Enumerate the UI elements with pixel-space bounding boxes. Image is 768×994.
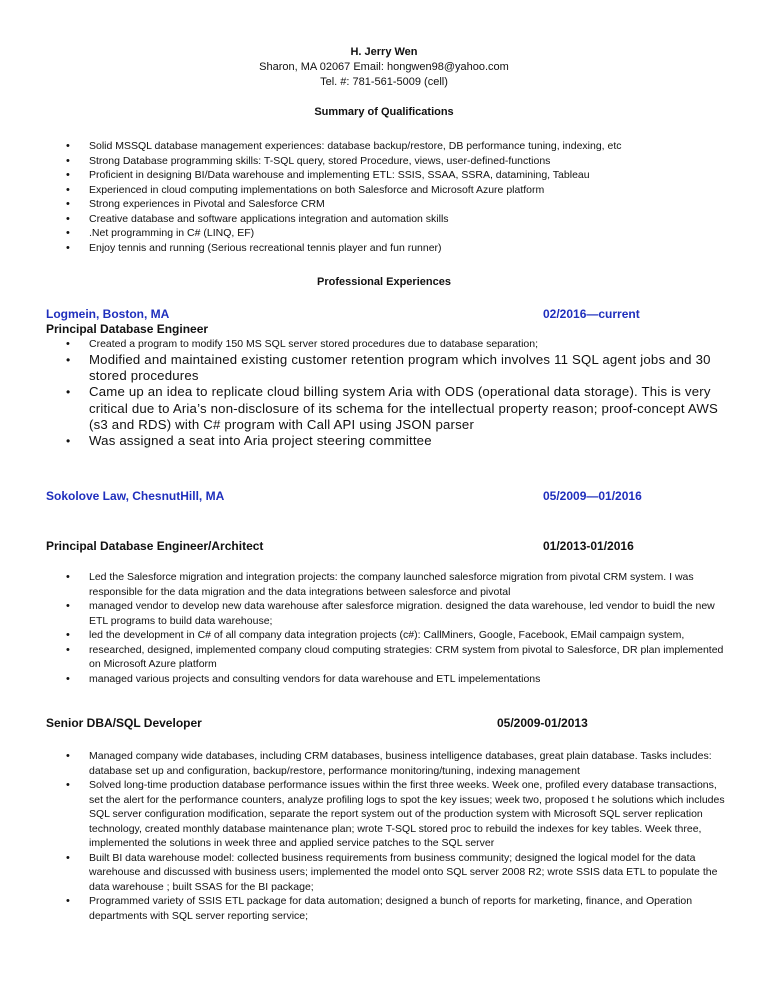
logmein-small-list (0, 337, 768, 352)
list-item: • Strong experiences in Pivotal and Salesforce CRM (0, 197, 768, 212)
list-item: • managed various projects and consulting vendors for data warehouse and ETL impelementations (0, 672, 735, 687)
list-item: • Built BI data warehouse model: collected business requirements from business community; designed the logical model for the data warehouse and discussed with business users; implemented the model onto SQL server 2008 R2; wrote SSIS data ETL to populate the data warehouse ; built SSAS for the BI package; (0, 851, 732, 895)
list-item: • Came up an idea to replicate cloud billing system Aria with ODS (operational data storage). This is very critical due to Aria’s non-disclosure of its schema for the intellectual property reason; proof-concept AWS (s3 and RDS) with C# program with Call API using JSON parser (0, 384, 730, 433)
list-item: • Creative database and software applications integration and automation skills (0, 212, 768, 227)
list-item: • Managed company wide databases, including CRM databases, business intelligence databases, great plain database. Tasks includes: database set up and configuration, backup/restore, performance monitoring/tuning, indexing management (0, 749, 732, 778)
list-item: • Solid MSSQL database management experiences: database backup/restore, DB performance tuning, indexing, etc (0, 139, 768, 154)
list-item: • Strong Database programming skills: T-SQL query, stored Procedure, views, user-defined-functions (0, 154, 768, 169)
list-item: • Created a program to modify 150 MS SQL server stored procedures due to database separation; (0, 337, 768, 352)
experience-title: Professional Experiences (317, 276, 451, 288)
list-item: • researched, designed, implemented company cloud computing strategies: CRM system from pivotal to Salesforce, DR plan implemented on Microsoft Azure platform (0, 643, 735, 672)
list-item: • Proficient in designing BI/Data warehouse and implementing ETL: SSIS, SSAA, SSRA, datamining, Tableau (0, 168, 768, 183)
logmein-role: Principal Database Engineer (46, 322, 209, 336)
phone: Tel. #: 781-561-5009 (cell) (320, 76, 448, 88)
summary-title: Summary of Qualifications (314, 106, 454, 118)
list-item: • led the development in C# of all company data integration projects (c#): CallMiners, Google, Facebook, EMail campaign system, (0, 628, 735, 643)
role-senior-dba-dates: 05/2009-01/2013 (497, 716, 588, 730)
senior-dba-list (0, 749, 732, 923)
role-senior-dba: Senior DBA/SQL Developer (46, 716, 202, 730)
list-item: • Enjoy tennis and running (Serious recreational tennis player and fun runner) (0, 241, 768, 256)
role-principal: Principal Database Engineer/Architect (46, 539, 264, 553)
company-sokolove: Sokolove Law, ChesnutHill, MA (46, 489, 225, 503)
list-item: • Led the Salesforce migration and integration projects: the company launched salesforce migration from pivotal CRM system. I was responsible for the data migration and the data integrations between salesforce and pivotal (0, 570, 735, 599)
company-logmein: Logmein, Boston, MA (46, 307, 170, 321)
list-item: • Modified and maintained existing customer retention program which involves 11 SQL agent jobs and 30 stored procedures (0, 352, 730, 384)
list-item: • Programmed variety of SSIS ETL package for data automation; designed a bunch of reports for marketing, finance, and Operation departments with SQL server reporting service; (0, 894, 732, 923)
list-item: • Experienced in cloud computing implementations on both Salesforce and Microsoft Azure platform (0, 183, 768, 198)
address-email: Sharon, MA 02067 Email: hongwen98@yahoo.com (259, 61, 509, 73)
principal-list (0, 570, 735, 686)
list-item: • .Net programming in C# (LINQ, EF) (0, 226, 768, 241)
sokolove-dates: 05/2009—01/2016 (543, 489, 642, 503)
list-item: • Solved long-time production database performance issues within the first three weeks. Week one, profiled every database transactions, set the alert for the performance counters, analyze profiling logs to spot the key issues; week two, proposed t he solutions which includes SQL server configuration modification, separate the report system out of the production system with Microsoft SQL server replication technology, created monthly database maintenance plan; wrote T-SQL stored proc to rebuild the indexes for key tables. Week three, implemented the solutions in week three and applied service patches to the SQL server (0, 778, 732, 851)
logmein-dates: 02/2016—current (543, 307, 640, 321)
logmein-big-list (0, 352, 730, 449)
list-item: • managed vendor to develop new data warehouse after salesforce migration. designed the data warehouse, led vendor to buidl the new ETL programs to build data warehouse; (0, 599, 735, 628)
summary-list (0, 139, 768, 255)
role-principal-dates: 01/2013-01/2016 (543, 539, 634, 553)
list-item: • Was assigned a seat into Aria project steering committee (0, 433, 730, 449)
candidate-name: H. Jerry Wen (350, 46, 418, 58)
